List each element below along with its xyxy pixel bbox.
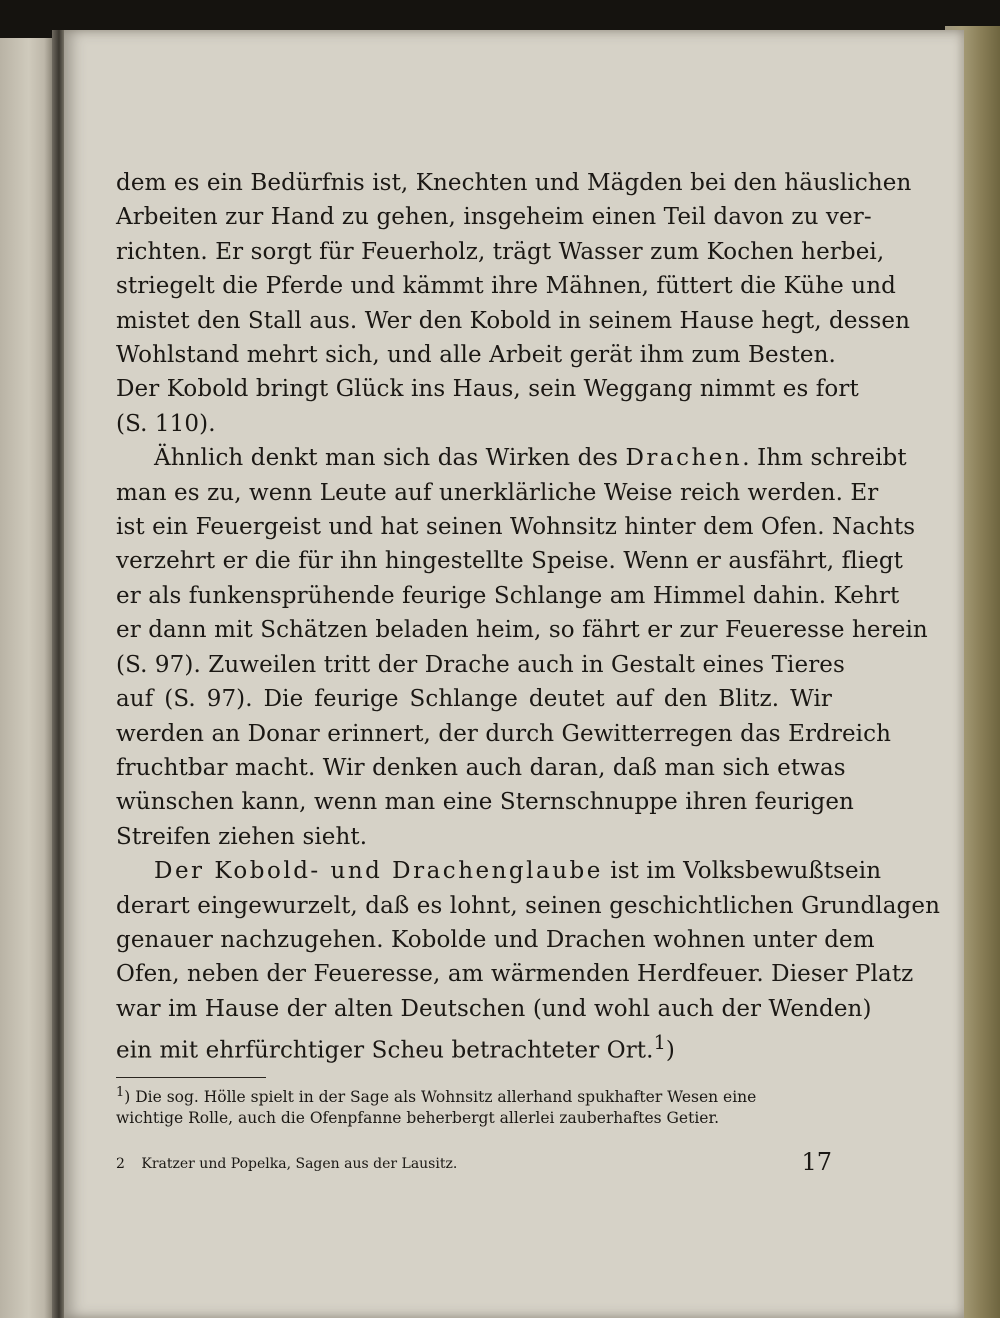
- text-line: wünschen kann, wenn man eine Sternschnuppe ihren feurigen: [116, 789, 854, 816]
- emphasized-term: Der Kobold- und Drachenglaube: [154, 858, 603, 885]
- text-line: mistet den Stall aus. Wer den Kobold in seinem Hause hegt, dessen: [116, 307, 911, 334]
- text-line: ist ein Feuergeist und hat seinen Wohnsitz hinter dem Ofen. Nachts: [116, 514, 916, 541]
- page-body-text: [116, 166, 940, 1068]
- text-line: Ofen, neben der Feueresse, am wärmenden Herdfeuer. Dieser Platz: [116, 961, 914, 988]
- footnote: [116, 1082, 832, 1129]
- footnote-marker: 1: [116, 1085, 125, 1100]
- footnote-line: [116, 1082, 832, 1108]
- text-line: er als funkensprühende feurige Schlange am Himmel dahin. Kehrt: [116, 582, 900, 609]
- text-span: ): [665, 1037, 675, 1064]
- emphasized-term: Drachen: [625, 445, 743, 472]
- text-span: . Ihm schreibt: [742, 445, 907, 472]
- footnote-rule: [116, 1077, 266, 1078]
- text-line: (S. 97). Zuweilen tritt der Drache auch in Gestalt eines Tieres: [116, 651, 845, 678]
- text-line: fruchtbar macht. Wir denken auch daran, daß man sich etwas: [116, 754, 846, 781]
- text-line: dem es ein Bedürfnis ist, Knechten und Mägden bei den häuslichen: [116, 170, 912, 196]
- text-line: (S. 110).: [116, 410, 216, 437]
- text-span: Ähnlich denkt man sich das Wirken des: [154, 445, 626, 472]
- text-line: werden an Donar erinnert, der durch Gewitterregen das Erdreich: [116, 720, 892, 747]
- signature-text: Kratzer und Popelka, Sagen aus der Lausitz.: [141, 1156, 458, 1172]
- printer-signature: [116, 1156, 457, 1172]
- text-line: er dann mit Schätzen beladen heim, so fährt er zur Feueresse herein: [116, 617, 928, 644]
- text-span: ist im Volksbewußtsein: [602, 858, 882, 885]
- paragraph-start-line: [116, 854, 882, 888]
- text-line: man es zu, wenn Leute auf unerklärliche Weise reich werden. Er: [116, 479, 879, 506]
- text-line: derart eingewurzelt, daß es lohnt, seinen geschichtlichen Grundlagen: [116, 892, 940, 919]
- book-page: [64, 30, 964, 1318]
- signature-number: 2: [116, 1156, 125, 1172]
- text-line: war im Hause der alten Deutschen (und wohl auch der Wenden): [116, 995, 872, 1022]
- text-line: genauer nachzugehen. Kobolde und Drachen wohnen unter dem: [116, 926, 875, 953]
- text-line: richten. Er sorgt für Feuerholz, trägt Wasser zum Kochen herbei,: [116, 238, 885, 265]
- text-line: Wohlstand mehrt sich, und alle Arbeit gerät ihm zum Besten.: [116, 342, 836, 369]
- text-line: Arbeiten zur Hand zu gehen, insgeheim einen Teil davon zu ver-: [116, 204, 872, 231]
- text-span: ein mit ehrfürchtiger Scheu betrachteter Ort.: [116, 1037, 654, 1064]
- footnote-text: Die sog. Hölle spielt in der Sage als Wohnsitz allerhand spukhafter Wesen eine: [130, 1088, 757, 1107]
- footnote-line: wichtige Rolle, auch die Ofenpfanne beherbergt allerlei zauberhaftes Getier.: [116, 1109, 720, 1128]
- text-line: Streifen ziehen sieht.: [116, 823, 368, 850]
- paragraph-start-line: [116, 441, 907, 475]
- text-line: auf (S. 97). Die feurige Schlange deutet auf den Blitz. Wir: [116, 686, 832, 713]
- footnote-reference: 1: [653, 1031, 666, 1055]
- footnote-marker-close: ): [124, 1088, 131, 1107]
- text-line: striegelt die Pferde und kämmt ihre Mähnen, füttert die Kühe und: [116, 273, 896, 300]
- left-page-edge: [0, 38, 52, 1318]
- text-line: [116, 1026, 832, 1068]
- page-number: 17: [801, 1148, 832, 1176]
- text-line: Der Kobold bringt Glück ins Haus, sein Weggang nimmt es fort: [116, 376, 859, 403]
- text-line: verzehrt er die für ihn hingestellte Speise. Wenn er ausfährt, fliegt: [116, 548, 904, 575]
